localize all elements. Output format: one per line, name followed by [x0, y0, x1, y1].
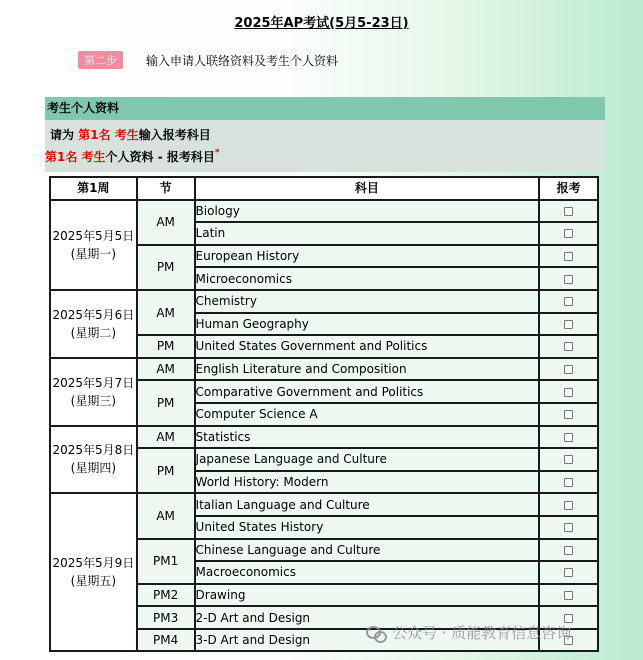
subject-cell: Chinese Language and Culture	[195, 539, 540, 562]
exam-date-cell	[50, 493, 137, 651]
register-cell	[539, 380, 598, 403]
register-checkbox[interactable]	[564, 252, 573, 261]
subject-cell: Macroeconomics	[195, 561, 540, 584]
register-cell	[539, 493, 598, 516]
session-cell: AM	[137, 493, 195, 538]
register-cell	[539, 471, 598, 494]
exam-date: 2025年5月8日	[52, 443, 135, 458]
session-cell: PM	[137, 380, 195, 425]
watermark-text: 公众号 · 质能教育信息咨询	[392, 624, 572, 642]
header-session: 节	[137, 177, 195, 200]
table-row	[50, 426, 598, 449]
session-cell: AM	[137, 290, 195, 335]
register-cell	[539, 245, 598, 268]
register-checkbox[interactable]	[564, 388, 573, 397]
register-checkbox[interactable]	[564, 591, 573, 600]
register-checkbox[interactable]	[564, 433, 573, 442]
register-cell	[539, 222, 598, 245]
register-cell	[539, 200, 598, 223]
session-cell: PM2	[137, 584, 195, 607]
register-checkbox[interactable]	[564, 546, 573, 555]
subject-cell: Statistics	[195, 426, 540, 449]
candidate-highlight: 第1名 考生	[78, 128, 139, 142]
form-label	[45, 148, 220, 165]
exam-table-body	[50, 200, 598, 652]
required-marker: *	[214, 148, 220, 158]
table-row	[50, 200, 598, 223]
register-cell	[539, 335, 598, 358]
subject-cell: Latin	[195, 222, 540, 245]
session-cell: AM	[137, 358, 195, 381]
section-header: 考生个人资料	[45, 97, 605, 120]
exam-weekday: (星期三)	[70, 393, 117, 408]
exam-date: 2025年5月6日	[52, 307, 135, 322]
header-register: 报考	[539, 177, 598, 200]
register-cell	[539, 561, 598, 584]
register-checkbox[interactable]	[564, 523, 573, 532]
subject-cell: Japanese Language and Culture	[195, 448, 540, 471]
exam-date-cell	[50, 290, 137, 358]
register-checkbox[interactable]	[564, 365, 573, 374]
exam-weekday: (星期一)	[70, 246, 117, 261]
wechat-icon	[366, 625, 386, 641]
exam-weekday: (星期二)	[70, 325, 117, 340]
subject-cell: Computer Science A	[195, 403, 540, 426]
page-title: 2025年AP考试(5月5-23日)	[234, 16, 409, 31]
subject-cell: Italian Language and Culture	[195, 493, 540, 516]
header-subject: 科目	[195, 177, 540, 200]
exam-date: 2025年5月7日	[52, 375, 135, 390]
subject-cell: 2-D Art and Design	[195, 606, 540, 629]
subject-cell: Comparative Government and Politics	[195, 380, 540, 403]
exam-date-cell	[50, 426, 137, 494]
exam-date: 2025年5月5日	[52, 228, 135, 243]
register-cell	[539, 426, 598, 449]
form-label-text: 个人资料 - 报考科目	[105, 150, 215, 164]
section-instructions	[45, 120, 605, 172]
register-checkbox[interactable]	[564, 297, 573, 306]
register-checkbox[interactable]	[564, 320, 573, 329]
exam-date: 2025年5月9日	[52, 556, 135, 571]
subject-cell: United States Government and Politics	[195, 335, 540, 358]
step-badge: 第二步	[78, 51, 123, 69]
step-description: 输入申请人联络资料及考生个人资料	[146, 53, 339, 68]
session-cell: PM	[137, 448, 195, 493]
register-cell	[539, 267, 598, 290]
session-cell: PM1	[137, 539, 195, 584]
register-checkbox[interactable]	[564, 478, 573, 487]
exam-date-cell	[50, 200, 137, 290]
register-cell	[539, 403, 598, 426]
exam-weekday: (星期四)	[70, 461, 117, 476]
register-cell	[539, 358, 598, 381]
register-checkbox[interactable]	[564, 229, 573, 238]
subject-cell: Drawing	[195, 584, 540, 607]
subject-cell: United States History	[195, 516, 540, 539]
register-checkbox[interactable]	[564, 455, 573, 464]
instruction-prefix: 请为	[50, 128, 79, 142]
register-cell	[539, 539, 598, 562]
register-cell	[539, 290, 598, 313]
exam-weekday: (星期五)	[70, 574, 117, 589]
register-checkbox[interactable]	[564, 410, 573, 419]
session-cell: PM4	[137, 629, 195, 652]
subject-cell: English Literature and Composition	[195, 358, 540, 381]
register-checkbox[interactable]	[564, 501, 573, 510]
step-row	[78, 51, 338, 69]
exam-date-cell	[50, 358, 137, 426]
session-cell: PM	[137, 245, 195, 290]
watermark	[366, 622, 571, 643]
instruction-line	[50, 126, 211, 143]
register-cell	[539, 516, 598, 539]
session-cell: AM	[137, 426, 195, 449]
table-row	[50, 290, 598, 313]
candidate-highlight-2: 第1名 考生	[45, 150, 106, 164]
subject-cell: European History	[195, 245, 540, 268]
register-cell	[539, 448, 598, 471]
table-row	[50, 358, 598, 381]
exam-schedule-table	[49, 176, 599, 652]
subject-cell: Microeconomics	[195, 267, 540, 290]
session-cell: PM3	[137, 606, 195, 629]
subject-cell: Human Geography	[195, 313, 540, 336]
register-checkbox[interactable]	[564, 207, 573, 216]
subject-cell: Biology	[195, 200, 540, 223]
subject-cell: World History: Modern	[195, 471, 540, 494]
register-cell	[539, 313, 598, 336]
instruction-suffix: 输入报考科目	[138, 128, 211, 142]
register-cell	[539, 584, 598, 607]
register-checkbox[interactable]	[564, 275, 573, 284]
register-checkbox[interactable]	[564, 342, 573, 351]
register-checkbox[interactable]	[564, 568, 573, 577]
header-week: 第1周	[50, 177, 137, 200]
table-row	[50, 493, 598, 516]
session-cell: AM	[137, 200, 195, 245]
subject-cell: Chemistry	[195, 290, 540, 313]
session-cell: PM	[137, 335, 195, 358]
subject-cell: 3-D Art and Design	[195, 629, 540, 652]
